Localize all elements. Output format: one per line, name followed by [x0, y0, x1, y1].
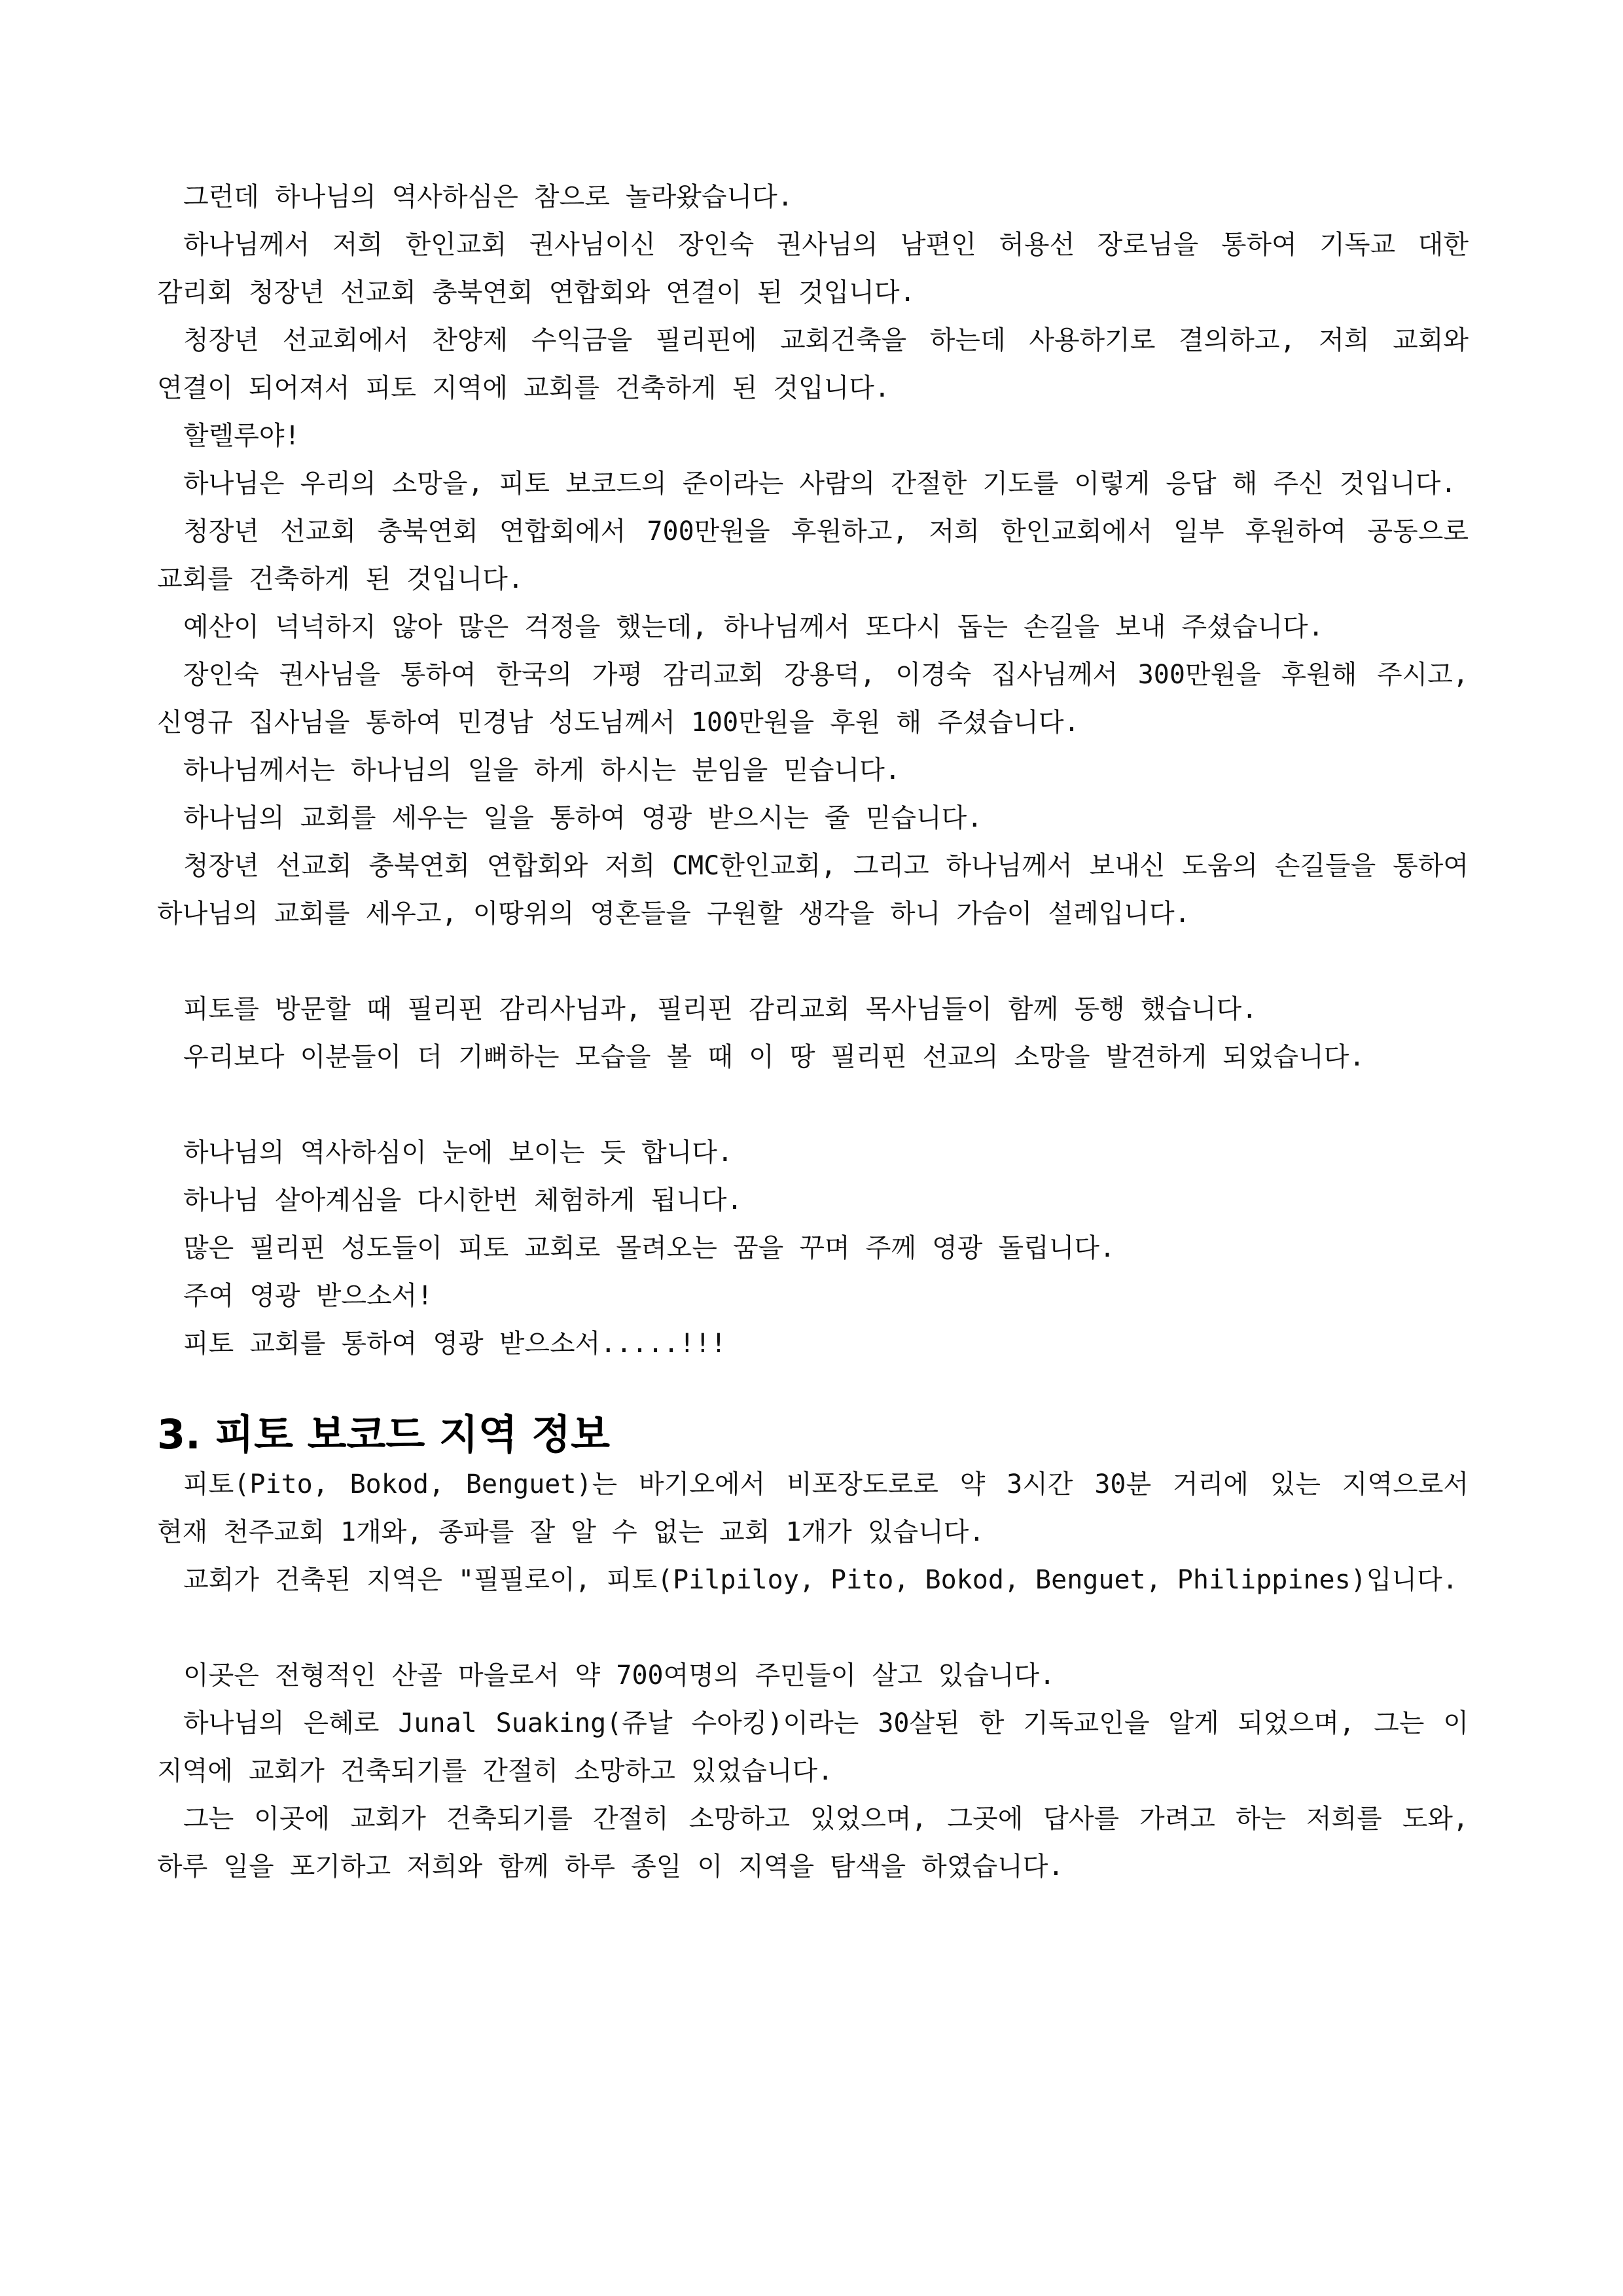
paragraph: 하나님은 우리의 소망을, 피토 보코드의 준이라는 사람의 간절한 기도를 이렇게 응답 해 주신 것입니다. — [183, 469, 1457, 499]
paragraph: 하나님의 교회를 세우는 일을 통하여 영광 받으시는 줄 믿습니다. — [183, 803, 983, 833]
document-page — [157, 173, 1469, 1891]
paragraph: 하나님의 은혜로 Junal Suaking(쥬날 수아킹)이라는 30살된 한 기독교인을 알게 되었으며, 그는 이 지역에 교회가 건축되기를 간절히 소망하고 있었습니다. — [157, 1708, 1469, 1786]
paragraph: 청장년 선교회 충북연회 연합회에서 700만원을 후원하고, 저희 한인교회에서 일부 후원하여 공동으로 교회를 건축하게 된 것입니다. — [157, 516, 1469, 594]
paragraph: 장인숙 권사님을 통하여 한국의 가평 감리교회 강용덕, 이경숙 집사님께서 300만원을 후원해 주시고, 신영규 집사님을 통하여 민경남 성도님께서 100만원을 후원 해 주셨습니다. — [157, 660, 1469, 738]
paragraph: 하나님의 역사하심이 눈에 보이는 듯 합니다. — [183, 1138, 734, 1168]
paragraph: 주여 영광 받으소서! — [183, 1281, 433, 1311]
paragraph: 그는 이곳에 교회가 건축되기를 간절히 소망하고 있었으며, 그곳에 답사를 가려고 하는 저희를 도와, 하루 일을 포기하고 저희와 함께 하루 종일 이 지역을 탐색을 하였습니다. — [157, 1804, 1469, 1882]
paragraph: 많은 필리핀 성도들이 피토 교회로 몰려오는 꿈을 꾸며 주께 영광 돌립니다. — [183, 1233, 1116, 1263]
paragraph: 예산이 넉넉하지 않아 많은 걱정을 했는데, 하나님께서 또다시 돕는 손길을 보내 주셨습니다. — [183, 612, 1324, 642]
section-praise — [157, 1129, 1469, 1368]
paragraph: 할렐루야! — [183, 421, 300, 451]
blank-line — [157, 938, 1469, 986]
paragraph: 청장년 선교회에서 찬양제 수익금을 필리핀에 교회건축을 하는데 사용하기로 결의하고, 저희 교회와 연결이 되어져서 피토 지역에 교회를 건축하게 된 것입니다. — [157, 325, 1469, 403]
paragraph: 하나님 살아계심을 다시한번 체험하게 됩니다. — [183, 1185, 743, 1215]
section-heading: 3. 피토 보코드 지역 정보 — [157, 1410, 611, 1458]
paragraph: 우리보다 이분들이 더 기뻐하는 모습을 볼 때 이 땅 필리핀 선교의 소망을 발견하게 되었습니다. — [183, 1042, 1365, 1072]
paragraph: 교회가 건축된 지역은 "필필로이, 피토(Pilpiloy, Pito, Bokod, Benguet, Philippines)입니다. — [183, 1565, 1458, 1595]
paragraph: 그런데 하나님의 역사하심은 참으로 놀라왔습니다. — [183, 182, 793, 212]
section-church-funding — [157, 173, 1469, 938]
paragraph: 이곳은 전형적인 산골 마을로서 약 700여명의 주민들이 살고 있습니다. — [183, 1660, 1056, 1691]
section-village — [157, 1652, 1469, 1891]
section-visit — [157, 986, 1469, 1081]
paragraph: 피토를 방문할 때 필리핀 감리사님과, 필리핀 감리교회 목사님들이 함께 동행 했습니다. — [183, 994, 1258, 1024]
blank-line — [157, 1081, 1469, 1129]
paragraph: 하나님께서는 하나님의 일을 하게 하시는 분임을 믿습니다. — [183, 755, 901, 785]
paragraph: 피토(Pito, Bokod, Benguet)는 바기오에서 비포장도로로 약 3시간 30분 거리에 있는 지역으로서 현재 천주교회 1개와, 종파를 잘 알 수 없는 교회 1개가 있습니다. — [157, 1469, 1469, 1547]
paragraph: 청장년 선교회 충북연회 연합회와 저희 CMC한인교회, 그리고 하나님께서 보내신 도움의 손길들을 통하여 하나님의 교회를 세우고, 이땅위의 영혼들을 구원할 생각을 하니 가슴이 설레입니다. — [157, 851, 1469, 929]
section-region-info — [157, 1461, 1469, 1604]
paragraph: 피토 교회를 통하여 영광 받으소서.....!!! — [183, 1329, 726, 1359]
blank-line — [157, 1604, 1469, 1652]
paragraph: 하나님께서 저희 한인교회 권사님이신 장인숙 권사님의 남편인 허용선 장로님을 통하여 기독교 대한 감리회 청장년 선교회 충북연회 연합회와 연결이 된 것입니다. — [157, 230, 1469, 308]
